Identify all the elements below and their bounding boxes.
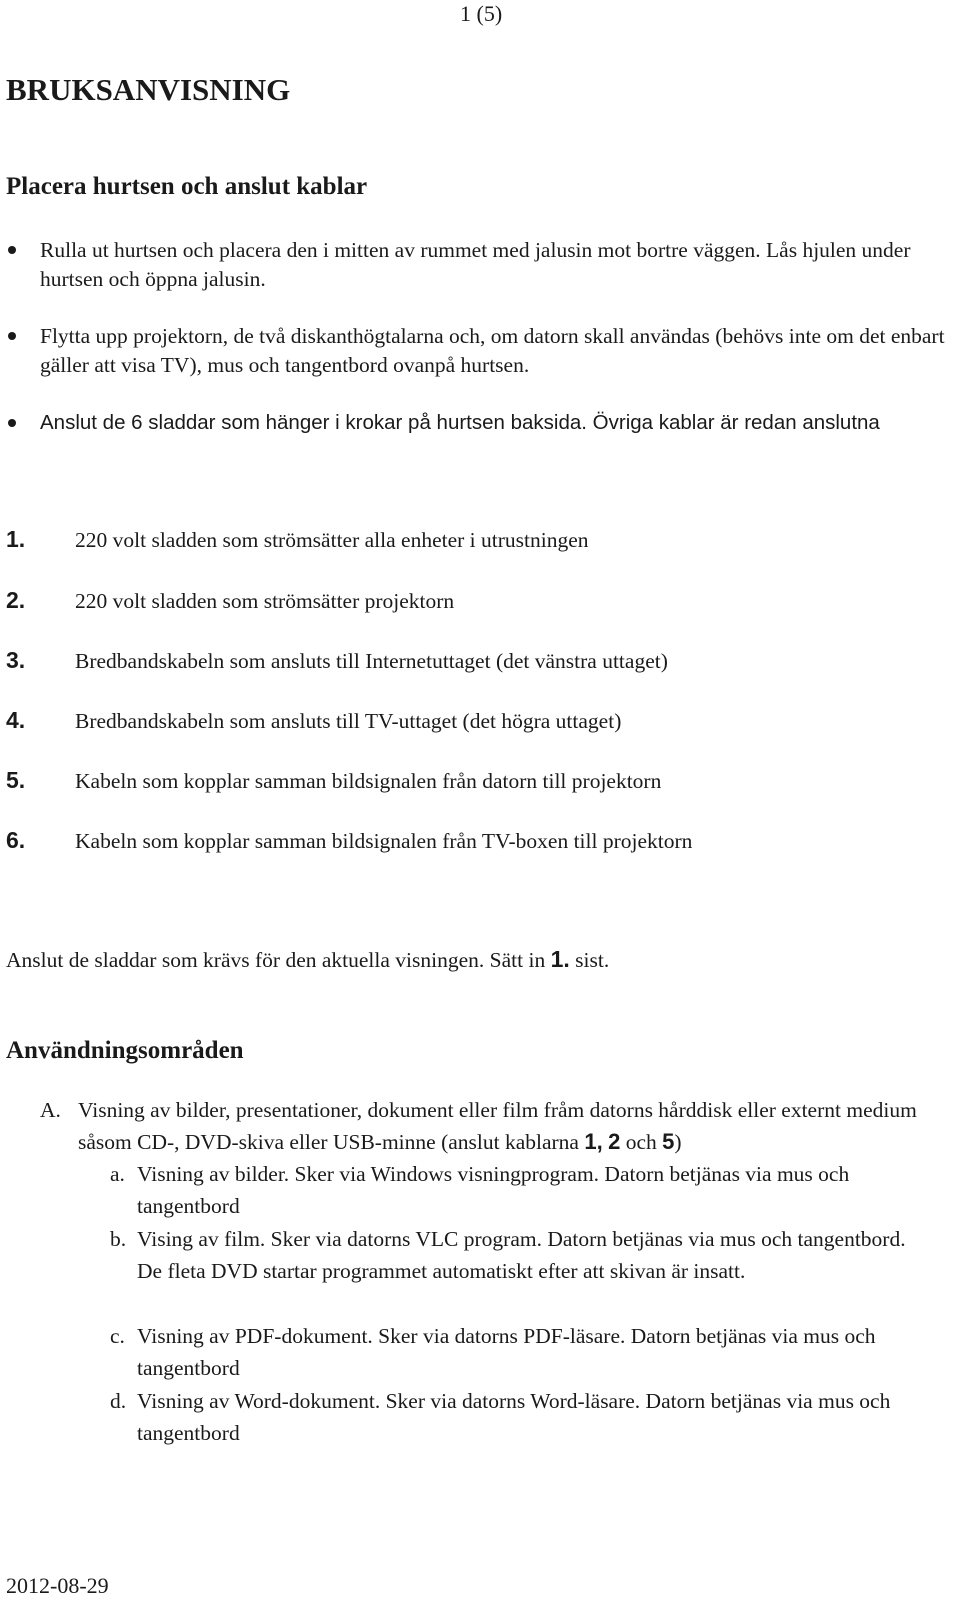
subitem-text: Visning av PDF-dokument. Sker via datorns PDF-läsare. Datorn betjänas via mus och tangentbord xyxy=(137,1324,876,1380)
cable-item xyxy=(6,825,692,856)
bullet-item: Anslut de 6 sladdar som hänger i krokar på hurtsen baksida. Övriga kablar är redan anslutna xyxy=(40,411,880,434)
usage-description xyxy=(78,1094,958,1158)
bullet-item: Flytta upp projektorn, de två diskanthögtalarna och, om datorn skall användas (behövs inte om det enbart gäller att visa TV), mus och tangentbord ovanpå hurtsen. xyxy=(40,324,945,377)
cable-number: 1. xyxy=(6,526,26,552)
connection-note xyxy=(6,944,609,975)
cable-description: 220 volt sladden som strömsätter projektorn xyxy=(75,589,455,613)
usage-cable-number: 5 xyxy=(662,1129,675,1154)
bullet-item: Rulla ut hurtsen och placera den i mitten av rummet med jalusin mot bortre väggen. Lås hjulen under hurtsen och öppna jalusin. xyxy=(40,238,911,291)
subitem-marker: d. xyxy=(110,1389,127,1413)
usage-marker: A. xyxy=(40,1098,61,1122)
document-title: BRUKSANVISNING xyxy=(6,72,291,107)
subitem-marker: b. xyxy=(110,1227,127,1251)
note-cable-number: 1. xyxy=(550,946,570,972)
subitem-text: Vising av film. Sker via datorns VLC program. Datorn betjänas via mus och tangentbord. De fleta DVD startar programmet automatiskt efter att skivan är insatt. xyxy=(137,1227,906,1283)
usage-cable-number: 1, xyxy=(584,1129,603,1154)
footer-date: 2012-08-29 xyxy=(6,1573,109,1598)
subitem-text: Visning av Word-dokument. Sker via datorns Word-läsare. Datorn betjänas via mus och tangentbord xyxy=(137,1389,891,1445)
bullet-dot xyxy=(8,246,16,254)
cable-number: 4. xyxy=(6,707,26,733)
subitem-marker: c. xyxy=(110,1324,125,1348)
section-heading-placement: Placera hurtsen och anslut kablar xyxy=(6,173,368,200)
cable-description: 220 volt sladden som strömsätter alla enheter i utrustningen xyxy=(75,528,589,552)
cable-description: Kabeln som kopplar samman bildsignalen från TV-boxen till projektorn xyxy=(75,829,693,853)
usage-text: och xyxy=(625,1130,657,1154)
usage-text: Visning av bilder, presentationer, dokument eller film fråm datorns hårddisk eller externt medium såsom CD-, DVD-skiva eller USB-minne (anslut kablarna xyxy=(78,1098,917,1154)
subitem-text: Visning av bilder. Sker via Windows visningprogram. Datorn betjänas via mus och tangentbord xyxy=(137,1162,850,1218)
cable-item xyxy=(6,645,668,676)
cable-number: 3. xyxy=(6,647,26,673)
cable-number: 2. xyxy=(6,587,26,613)
cable-item xyxy=(6,524,589,555)
note-text: Anslut de sladdar som krävs för den aktuella visningen. Sätt in xyxy=(6,948,551,972)
cable-item xyxy=(6,585,454,616)
section-heading-usage: Användningsområden xyxy=(6,1037,244,1064)
cable-number: 5. xyxy=(6,767,26,793)
cable-description: Bredbandskabeln som ansluts till Internetuttaget (det vänstra uttaget) xyxy=(75,649,668,673)
cable-description: Bredbandskabeln som ansluts till TV-uttaget (det högra uttaget) xyxy=(75,709,622,733)
bullet-dot xyxy=(8,419,16,427)
bullet-dot xyxy=(8,332,16,340)
cable-item xyxy=(6,765,661,796)
usage-text: ) xyxy=(674,1130,682,1154)
cable-description: Kabeln som kopplar samman bildsignalen från datorn till projektorn xyxy=(75,769,662,793)
cable-item xyxy=(6,705,621,736)
cable-number: 6. xyxy=(6,827,26,853)
usage-cable-number: 2 xyxy=(608,1129,621,1154)
note-text-end: sist. xyxy=(569,948,610,972)
subitem-marker: a. xyxy=(110,1162,125,1186)
page-number: 1 (5) xyxy=(460,1,503,26)
